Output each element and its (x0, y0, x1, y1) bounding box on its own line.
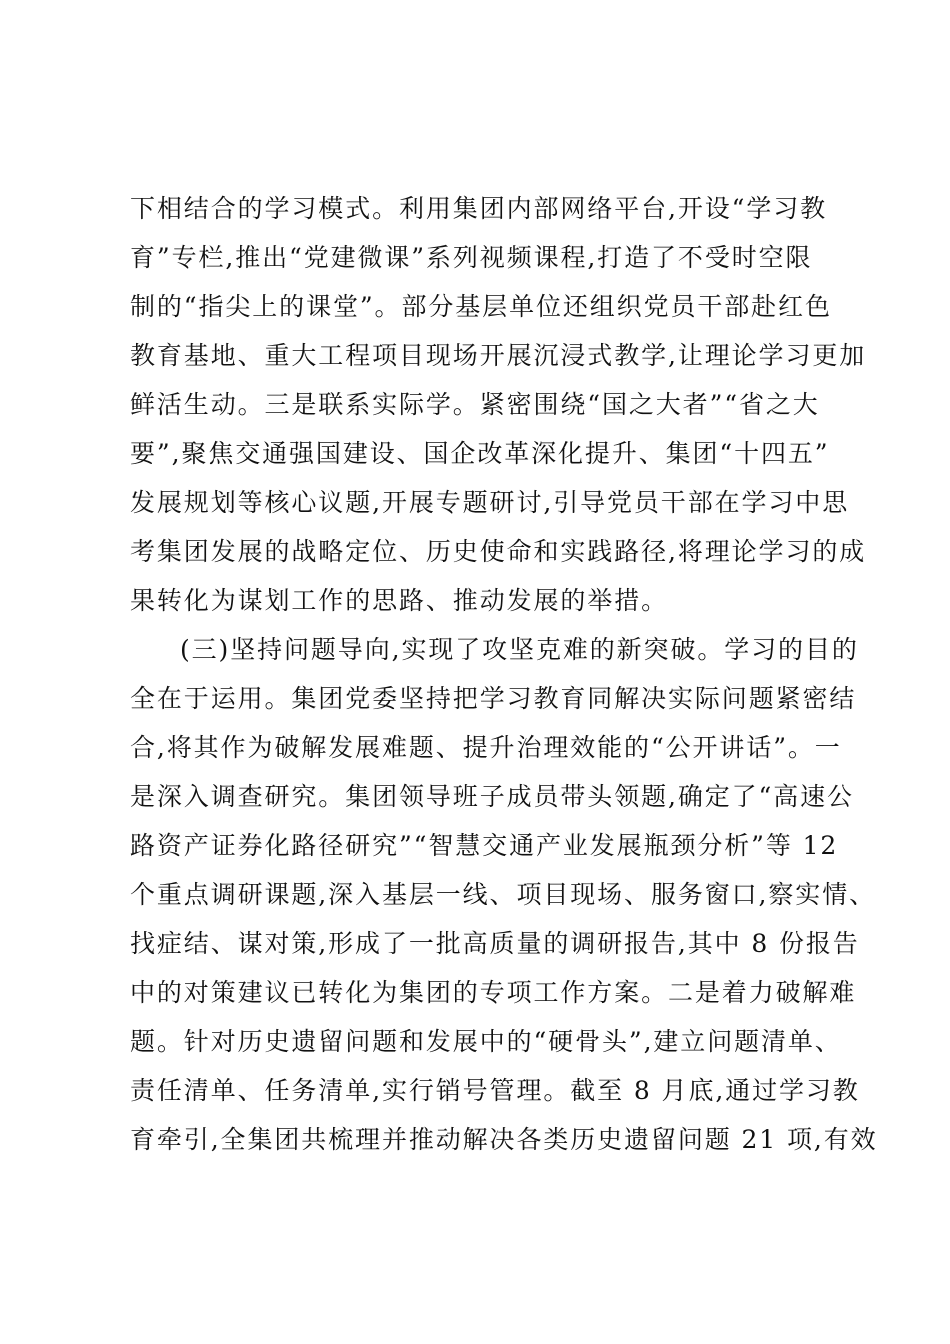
text-line: 教育基地、重大工程项目现场开展沉浸式教学,让理论学习更加 (130, 341, 867, 370)
paragraph-heading-line: (三)坚持问题导向,实现了攻坚克难的新突破。学习的目的 (180, 635, 859, 664)
text-line: 是深入调查研究。集团领导班子成员带头领题,确定了“高速公 (130, 782, 854, 811)
text-line: 考集团发展的战略定位、历史使命和实践路径,将理论学习的成 (130, 537, 867, 566)
text-line: 题。针对历史遗留问题和发展中的“硬骨头”,建立问题清单、 (130, 1027, 842, 1056)
text-line: 育牵引,全集团共梳理并推动解决各类历史遗留问题 21 项,有效 (130, 1125, 878, 1154)
text-line: 中的对策建议已转化为集团的专项工作方案。二是着力破解难 (130, 978, 857, 1007)
text-line: 鲜活生动。三是联系实际学。紧密围绕“国之大者”“省之大 (130, 390, 820, 419)
text-line: 合,将其作为破解发展难题、提升治理效能的“公开讲话”。一 (130, 733, 842, 762)
text-line: 要”,聚焦交通强国建设、国企改革深化提升、集团“十四五” (130, 439, 830, 468)
text-line: 个重点调研课题,深入基层一线、项目现场、服务窗口,察实情、 (130, 880, 876, 909)
text-line: 路资产证券化路径研究”“智慧交通产业发展瓶颈分析”等 12 (130, 831, 839, 860)
text-line: 下相结合的学习模式。利用集团内部网络平台,开设“学习教 (130, 194, 828, 223)
text-line: 发展规划等核心议题,开展专题研讨,引导党员干部在学习中思 (130, 488, 850, 517)
text-line: 育”专栏,推出“党建微课”系列视频课程,打造了不受时空限 (130, 243, 813, 272)
text-line: 责任清单、任务清单,实行销号管理。截至 8 月底,通过学习教 (130, 1076, 860, 1105)
text-line: 果转化为谋划工作的思路、推动发展的举措。 (130, 586, 669, 615)
text-line: 全在于运用。集团党委坚持把学习教育同解决实际问题紧密结 (130, 684, 857, 713)
text-line: 找症结、谋对策,形成了一批高质量的调研报告,其中 8 份报告 (130, 929, 860, 958)
text-line: 制的“指尖上的课堂”。部分基层单位还组织党员干部赴红色 (130, 292, 832, 321)
